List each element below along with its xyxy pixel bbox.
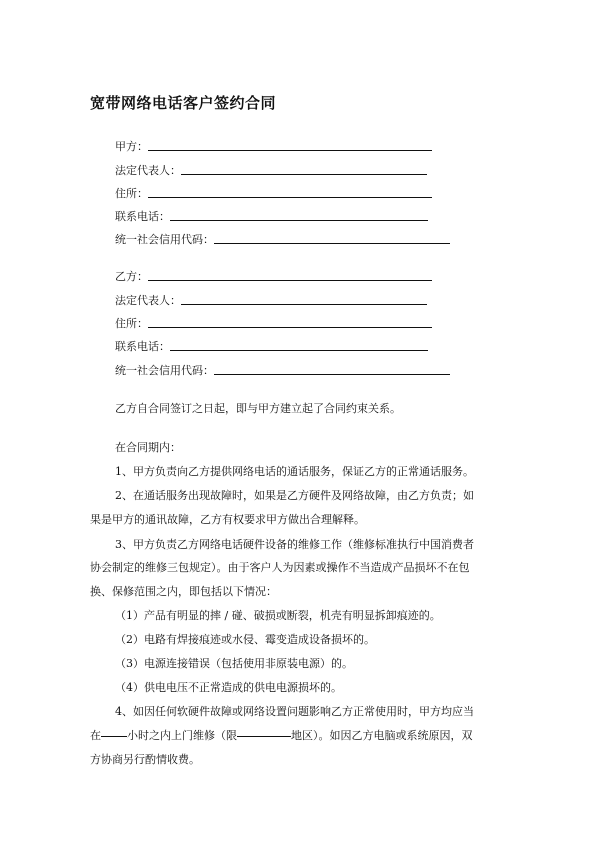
sub-item-2: （2）电路有焊接痕迹或水侵、霉变造成设备损坏的。	[115, 633, 375, 646]
clause-3-line-3: 换、保修范围之内，即包括以下情况：	[90, 585, 277, 598]
party-a-credit-label: 统一社会信用代码：	[115, 233, 214, 246]
party-a-rep-row	[115, 160, 427, 178]
party-a-name-field[interactable]	[148, 150, 432, 151]
party-a-phone-row	[115, 206, 428, 224]
party-a-addr-field[interactable]	[148, 197, 432, 198]
party-a-phone-label: 联系电话：	[115, 210, 170, 223]
clause-4-line-2	[90, 729, 473, 743]
party-b-credit-field[interactable]	[214, 374, 450, 375]
party-b-rep-row	[115, 290, 427, 308]
party-a-phone-field[interactable]	[170, 220, 428, 221]
party-b-credit-label: 统一社会信用代码：	[115, 364, 214, 377]
sub-item-1: （1）产品有明显的摔 / 碰、破损或断裂，机壳有明显拆卸痕迹的。	[115, 609, 441, 622]
clause-4-line-1: 4、如因任何软硬件故障或网络设置问题影响乙方正常使用时，甲方均应当	[115, 705, 474, 718]
clause-3-line-1: 3、甲方负责乙方网络电话硬件设备的维修工作（维修标准执行中国消费者	[115, 538, 474, 551]
party-a-credit-field[interactable]	[214, 243, 450, 244]
party-b-phone-row	[115, 336, 428, 354]
clause-4-text-a: 在	[90, 729, 101, 742]
party-a-name-label: 甲方：	[115, 140, 148, 153]
clause-1: 1、甲方负责向乙方提供网络电话的通话服务，保证乙方的正常通话服务。	[115, 465, 474, 478]
sub-item-4: （4）供电电压不正常造成的供电电源损坏的。	[115, 681, 342, 694]
document-title: 宽带网络电话客户签约合同	[90, 94, 277, 112]
region-field[interactable]	[237, 736, 291, 737]
period-heading: 在合同期内：	[115, 441, 181, 454]
party-a-rep-label: 法定代表人：	[115, 164, 181, 177]
party-b-addr-label: 住所：	[115, 317, 148, 330]
party-b-addr-row	[115, 313, 432, 331]
party-b-rep-label: 法定代表人：	[115, 294, 181, 307]
clause-2-line-2: 果是甲方的通讯故障，乙方有权要求甲方做出合理解释。	[90, 513, 365, 526]
sub-item-3: （3）电源连接错误（包括使用非原装电源）的。	[115, 657, 353, 670]
party-a-addr-row	[115, 183, 432, 201]
clause-4-line-3: 方协商另行酌情收费。	[90, 753, 200, 766]
party-a-addr-label: 住所：	[115, 187, 148, 200]
party-a-credit-row	[115, 229, 450, 247]
party-b-rep-field[interactable]	[181, 304, 427, 305]
party-b-credit-row	[115, 360, 450, 378]
intro-paragraph: 乙方自合同签订之日起，即与甲方建立起了合同约束关系。	[115, 402, 401, 415]
party-b-name-row	[115, 266, 432, 284]
party-b-phone-label: 联系电话：	[115, 340, 170, 353]
party-a-name-row	[115, 136, 432, 154]
clause-4-text-b: 小时之内上门维修（限	[127, 729, 237, 742]
party-a-rep-field[interactable]	[181, 174, 427, 175]
hours-field[interactable]	[101, 736, 127, 737]
clause-2-line-1: 2、在通话服务出现故障时，如果是乙方硬件及网络故障，由乙方负责；如	[115, 489, 474, 502]
party-b-name-label: 乙方：	[115, 270, 148, 283]
party-b-phone-field[interactable]	[170, 350, 428, 351]
clause-4-text-c: 地区）。如因乙方电脑或系统原因，双	[291, 729, 473, 742]
clause-3-line-2: 协会制定的维修三包规定）。由于客户人为因素或操作不当造成产品损坏不在包	[90, 561, 470, 574]
party-b-name-field[interactable]	[148, 280, 432, 281]
party-b-addr-field[interactable]	[148, 327, 432, 328]
